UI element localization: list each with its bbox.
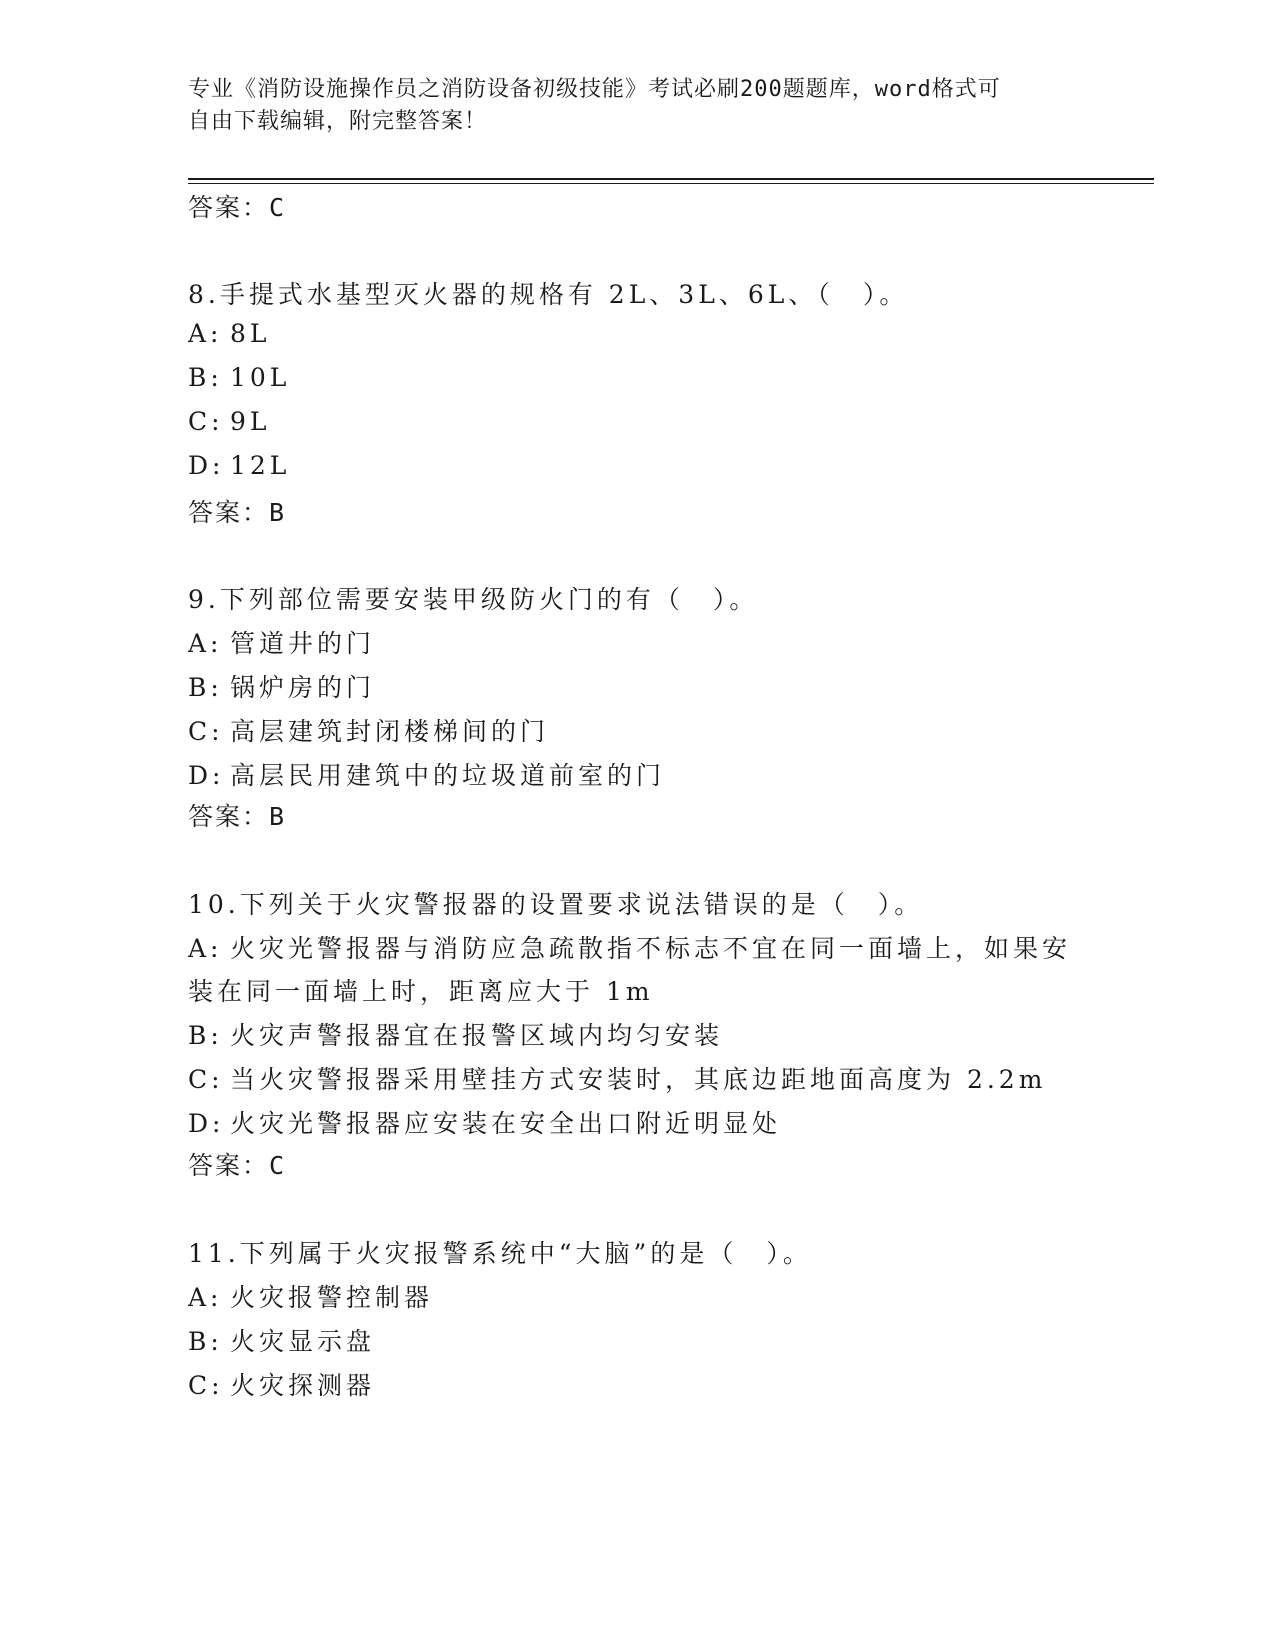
option-label: A: [188,319,223,348]
question-10-option-a [188,929,1071,965]
option-label: A: [188,1283,223,1312]
option-text: 火灾探测器 [230,1371,376,1400]
option-label: D: [188,451,225,480]
question-10-option-b [188,1016,723,1052]
question-10-option-c [188,1060,1046,1096]
header-line-1: 专业《消防设施操作员之消防设备初级技能》考试必刷200题题库，word格式可 [188,77,1001,102]
document-header [188,74,1088,138]
option-label: C: [188,717,224,746]
question-11-option-c [188,1366,375,1402]
option-text: 火灾显示盘 [230,1327,376,1356]
question-9-answer: 答案：B [188,802,287,831]
question-10-answer: 答案：C [188,1151,287,1180]
question-9-option-a [188,624,375,660]
option-text: 火灾声警报器宜在报警区域内均匀安装 [230,1021,724,1050]
option-label: A: [188,934,223,963]
option-label: D: [188,1109,225,1138]
question-9-stem: 9.下列部位需要安装甲级防火门的有（ ）。 [188,585,759,614]
option-text: 火灾光警报器与消防应急疏散指不标志不宜在同一面墙上，如果安 [230,934,1072,963]
option-text: 高层建筑封闭楼梯间的门 [230,717,550,746]
question-8-option-a [188,319,271,348]
answer-line: 答案：C [188,193,287,222]
header-divider-thin [188,183,1154,184]
option-text: 10L [230,363,291,392]
option-text: 9L [230,407,271,436]
header-divider-thick [188,178,1154,180]
question-8-option-b [188,363,290,392]
question-8-stem: 8.手提式水基型灭火器的规格有 2L、3L、6L、（ ）。 [188,280,909,309]
question-11-stem: 11.下列属于火灾报警系统中“大脑”的是（ ）。 [188,1239,812,1268]
option-label: B: [188,363,223,392]
question-10-stem: 10.下列关于火灾警报器的设置要求说法错误的是（ ）。 [188,890,924,919]
option-text: 高层民用建筑中的垃圾道前室的门 [230,761,666,790]
option-label: B: [188,1327,223,1356]
option-text: 当火灾警报器采用壁挂方式安装时，其底边距地面高度为 2.2m [230,1065,1047,1094]
option-text: 8L [230,319,271,348]
option-label: B: [188,673,223,702]
question-8-answer: 答案：B [188,498,287,527]
question-9-option-d [188,756,665,792]
question-10-option-d [188,1104,781,1140]
option-label: C: [188,1371,224,1400]
option-label: A: [188,629,223,658]
question-11-option-a [188,1278,433,1314]
question-9-option-c [188,712,549,748]
option-text: 12L [230,451,291,480]
option-label: C: [188,407,224,436]
option-text: 管道井的门 [230,629,376,658]
question-9-option-b [188,668,375,704]
option-label: C: [188,1065,224,1094]
option-text: 锅炉房的门 [230,673,376,702]
option-text: 火灾报警控制器 [230,1283,434,1312]
question-8-option-d [188,451,290,480]
option-label: B: [188,1021,223,1050]
header-line-2: 自由下载编辑，附完整答案！ [188,109,488,134]
question-10-option-a-continued: 装在同一面墙上时，距离应大于 1m [188,977,654,1006]
option-text: 火灾光警报器应安装在安全出口附近明显处 [230,1109,782,1138]
question-8-option-c [188,407,271,436]
question-11-option-b [188,1322,375,1358]
option-label: D: [188,761,225,790]
